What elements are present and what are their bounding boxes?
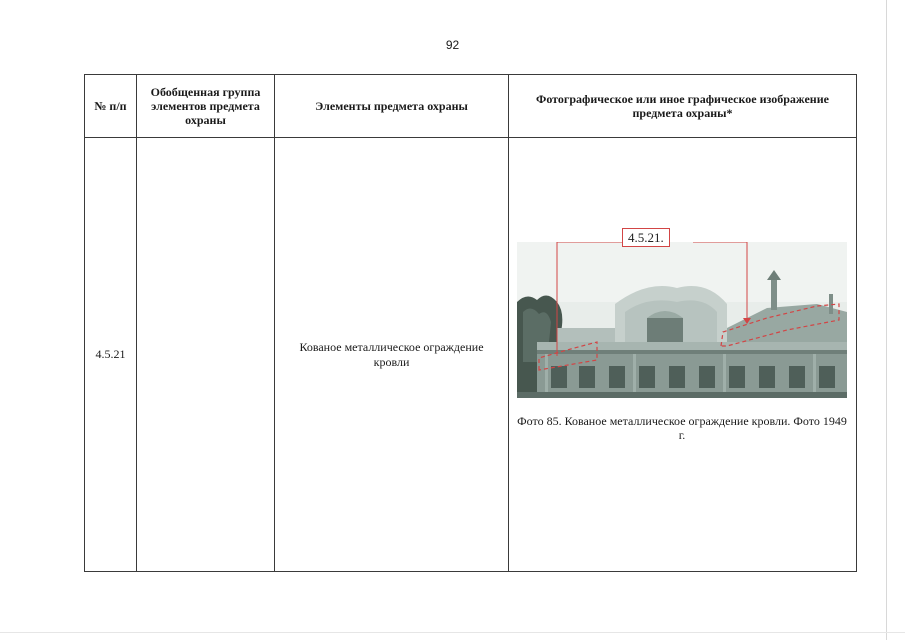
row-element-text: Кованое металлическое ограждение кровли: [299, 339, 484, 369]
page-number: 92: [445, 38, 460, 52]
table-header-row: [85, 75, 857, 138]
row-photo-cell: [509, 138, 857, 572]
header-elements: Элементы предмета охраны: [275, 75, 509, 138]
protection-elements-table: [84, 74, 857, 572]
scan-edge-line: [886, 0, 887, 640]
header-group: Обобщенная группа элементов предмета охраны: [137, 75, 275, 138]
header-photo: Фотографическое или иное графическое изображение предмета охраны*: [509, 75, 857, 138]
photo-caption: Фото 85. Кованое металлическое ограждение кровли. Фото 1949 г.: [517, 414, 847, 442]
table-row: [85, 138, 857, 572]
historic-photo: [517, 242, 847, 402]
row-num: 4.5.21: [85, 138, 137, 572]
building-photo-image: [517, 242, 847, 398]
row-element: [275, 138, 509, 572]
row-group: [137, 138, 275, 572]
scan-bottom-line: [0, 632, 905, 633]
header-num: № п/п: [85, 75, 137, 138]
photo-annotation-label: 4.5.21.: [622, 228, 670, 247]
